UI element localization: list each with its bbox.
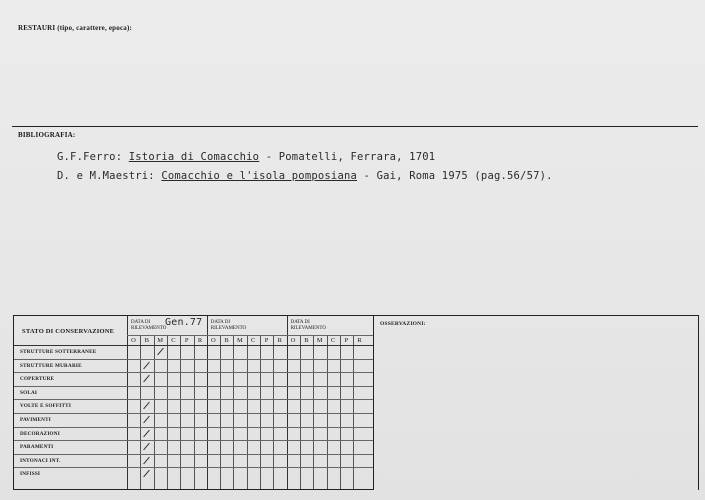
column-letter: R <box>277 337 282 344</box>
column-letter: M <box>316 337 323 344</box>
column-letter: B <box>224 337 229 344</box>
osservazioni-caption: OSSERVAZIONI: <box>380 321 426 327</box>
group-header <box>291 320 326 331</box>
row-label: STRUTTURE MURARIE <box>20 362 82 369</box>
row-label: PARAMENTI <box>20 444 54 451</box>
row-label: INFISSI <box>20 471 41 478</box>
column-letter: M <box>157 337 163 344</box>
column-letter: B <box>304 337 309 344</box>
check-mark <box>144 429 151 437</box>
group-header <box>131 320 166 331</box>
survey-date: Gen.77 <box>165 317 203 328</box>
check-mark <box>144 457 151 465</box>
entry-1-author: G.F.Ferro: <box>57 151 129 163</box>
column-letter: P <box>344 337 349 344</box>
row-divider <box>14 399 373 400</box>
column-letter: C <box>330 337 336 344</box>
row-label: INTONACI INT. <box>20 457 61 464</box>
check-mark <box>144 470 151 478</box>
section-divider <box>12 126 698 127</box>
column-letter: C <box>251 337 256 344</box>
row-label: PAVIMENTI <box>20 417 52 423</box>
group-header <box>211 320 246 331</box>
observations-box <box>374 315 699 490</box>
group-header-line2: RILEVAMENTO <box>210 325 247 331</box>
check-mark <box>157 348 164 356</box>
group-header-line2: RILEVAMENTO <box>131 325 167 331</box>
column-letter: P <box>184 337 189 344</box>
column-letter: B <box>144 337 149 344</box>
group-header-line1: DATA DI <box>131 320 151 325</box>
entry-1-title: Istoria di Comacchio <box>128 151 260 163</box>
entry-2-author: D. e M.Maestri: <box>57 170 162 182</box>
column-letter: R <box>357 337 362 344</box>
check-mark <box>144 416 151 424</box>
row-divider <box>14 359 373 360</box>
row-label: COPERTURE <box>20 376 55 383</box>
header-rule <box>127 335 373 336</box>
entry-1-publisher: - Pomatelli, Ferrara, 1701 <box>259 151 436 163</box>
row-divider <box>14 413 373 414</box>
row-divider <box>14 454 373 455</box>
column-letter: P <box>264 337 269 344</box>
table-title: STATO DI CONSERVAZIONE <box>22 328 115 335</box>
restauri-caption: RESTAURI (tipo, carattere, epoca): <box>18 24 133 32</box>
group-header-line2: RILEVAMENTO <box>290 325 326 331</box>
group-header-line1: DATA DI <box>290 320 310 325</box>
bibliography-entry-1 <box>57 151 435 163</box>
check-mark <box>144 443 151 451</box>
column-letter: C <box>171 337 176 344</box>
entry-2-publisher: - Gai, Roma 1975 (pag.56/57). <box>357 170 553 182</box>
conservation-table <box>13 315 374 490</box>
column-letter: R <box>197 337 203 344</box>
check-mark <box>144 361 151 369</box>
check-mark <box>144 375 151 383</box>
column-letter: O <box>210 337 216 344</box>
header-rule <box>14 345 373 346</box>
row-divider <box>14 440 373 441</box>
group-header-line1: DATA DI <box>210 320 230 325</box>
row-label: STRUTTURE SOTTERRANEE <box>20 349 97 355</box>
check-mark <box>144 402 151 410</box>
row-label: VOLTE E SOFFITTI <box>20 403 72 410</box>
row-divider <box>14 467 373 468</box>
entry-2-title: Comacchio e l'isola pomposiana <box>161 170 358 182</box>
column-letter: O <box>290 337 296 344</box>
bibliografia-caption: BIBLIOGRAFIA: <box>18 131 76 139</box>
row-divider <box>14 386 373 387</box>
column-letter: O <box>131 337 136 344</box>
row-divider <box>14 372 373 373</box>
row-label: DECORAZIONI <box>20 430 60 437</box>
bibliography-entry-2 <box>57 170 553 182</box>
row-divider <box>14 427 373 428</box>
column-letter: M <box>237 337 243 344</box>
row-label: SOLAI <box>20 389 38 396</box>
